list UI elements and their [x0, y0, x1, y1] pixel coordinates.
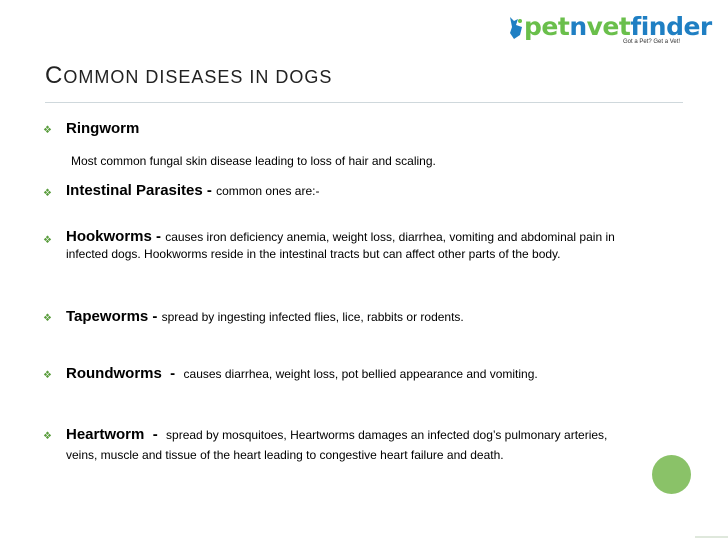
dog-icon: [506, 15, 526, 41]
list-item-hookworms: Hookworms - causes iron deficiency anemia, weight loss, diarrhea, vomiting and abdominal pain in infected dogs. Hookworms reside in the intestinal tracts but can affect other parts of the body.: [66, 228, 615, 261]
logo-tagline: Got a Pet? Get a Vet!: [623, 39, 681, 45]
corner-accent-line: [695, 536, 728, 538]
petnvetfinder-logo: [504, 8, 712, 50]
bullet-icon: ❖: [43, 431, 52, 442]
logo-wordmark: petnvetfinder: [524, 12, 712, 41]
list-item-tapeworms: Tapeworms - spread by ingesting infected flies, lice, rabbits or rodents.: [66, 308, 464, 325]
list-item-roundworms: Roundworms - causes diarrhea, weight loss, pot bellied appearance and vomiting.: [66, 365, 538, 382]
bullet-icon: ❖: [43, 188, 52, 199]
decorative-circle: [652, 455, 691, 494]
ringworm-detail: Most common fungal skin disease leading to loss of hair and scaling.: [71, 154, 436, 168]
bullet-icon: ❖: [43, 235, 52, 246]
bullet-icon: ❖: [43, 125, 52, 136]
slide-title: COMMON DISEASES IN DOGS: [45, 62, 333, 89]
list-item-ringworm: Ringworm: [66, 120, 140, 137]
title-divider: [45, 102, 683, 103]
bullet-icon: ❖: [43, 313, 52, 324]
bullet-icon: ❖: [43, 370, 52, 381]
list-item-intestinal-parasites: Intestinal Parasites - common ones are:-: [66, 182, 320, 199]
list-item-heartworm: Heartworm - spread by mosquitoes, Heartworms damages an infected dog’s pulmonary arteries, veins, muscle and tissue of the heart leading to congestive heart failure and death.: [66, 426, 608, 462]
